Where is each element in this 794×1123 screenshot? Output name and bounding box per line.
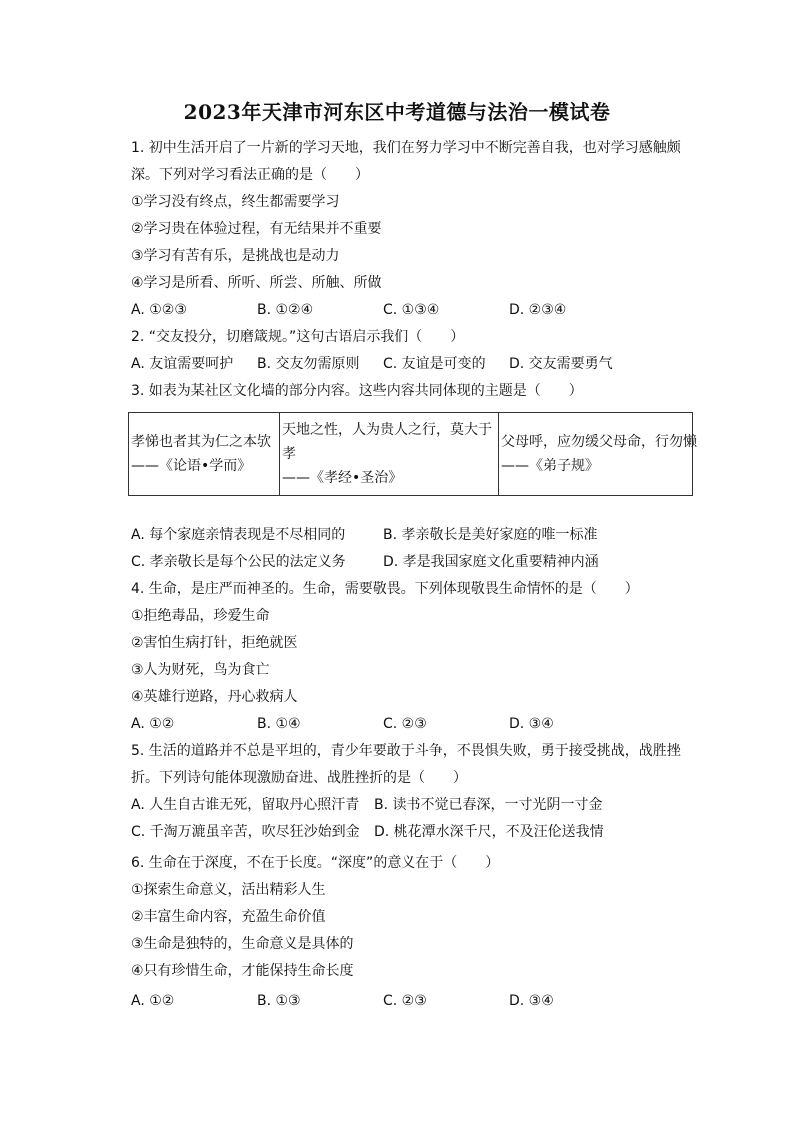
q6-statement-3: ③生命是独特的，生命意义是具体的 — [131, 936, 354, 952]
quote-source: ——《孝经•圣治》 — [282, 470, 403, 486]
page-title: 2023年天津市河东区中考道德与法治一模试卷 — [183, 100, 611, 124]
quote-text-continued: 孝 — [282, 446, 296, 462]
q2-option-c[interactable]: C. 友谊是可变的 — [383, 356, 486, 372]
q4-option-c[interactable]: C. ②③ — [383, 716, 427, 732]
table-cell-dizigui — [499, 413, 697, 496]
q4-statement-4: ④英雄行逆路，丹心救病人 — [131, 689, 298, 705]
q4-option-b[interactable]: B. ①④ — [257, 716, 301, 732]
q4-stem: 4. 生命，是庄严而神圣的。生命，需要敬畏。下列体现敬畏生命情怀的是（ ） — [131, 581, 639, 597]
q2-option-a[interactable]: A. 友谊需要呵护 — [131, 356, 234, 372]
table-row — [129, 413, 693, 496]
q2-stem: 2. “交友投分，切磨箴规。”这句古语启示我们（ ） — [131, 329, 465, 345]
q4-option-a[interactable]: A. ①② — [131, 716, 175, 732]
q1-statement-1: ①学习没有终点，终生都需要学习 — [131, 194, 340, 210]
q5-stem-line2: 折。下列诗句能体现激励奋进、战胜挫折的是（ ） — [131, 770, 467, 786]
quote-source: ——《弟子规》 — [501, 458, 599, 474]
q1-statement-2: ②学习贵在体验过程，有无结果并不重要 — [131, 221, 382, 237]
q6-option-a[interactable]: A. ①② — [131, 993, 175, 1009]
q6-statement-1: ①探索生命意义，活出精彩人生 — [131, 882, 326, 898]
q1-statement-4: ④学习是所看、所听、所尝、所触、所做 — [131, 275, 382, 291]
table-cell-xiaojing — [280, 413, 499, 496]
q2-option-b[interactable]: B. 交友勿需原则 — [257, 356, 360, 372]
q1-option-a[interactable]: A. ①②③ — [131, 302, 187, 318]
q6-statement-2: ②丰富生命内容，充盈生命价值 — [131, 909, 326, 925]
quote-source: ——《论语•学而》 — [131, 458, 252, 474]
q4-statement-3: ③人为财死，鸟为食亡 — [131, 662, 270, 678]
q5-option-b[interactable]: B. 读书不觉已春深，一寸光阴一寸金 — [374, 797, 603, 813]
q3-stem: 3. 如表为某社区文化墙的部分内容。这些内容共同体现的主题是（ ） — [131, 383, 583, 399]
q1-stem-line2: 深。下列对学习看法正确的是（ ） — [131, 167, 369, 183]
q5-option-a[interactable]: A. 人生自古谁无死，留取丹心照汗青 — [131, 797, 360, 813]
q5-option-d[interactable]: D. 桃花潭水深千尺，不及汪伦送我情 — [374, 824, 604, 840]
q3-option-a[interactable]: A. 每个家庭亲情表现是不尽相同的 — [131, 527, 346, 543]
q4-statement-1: ①拒绝毒品，珍爱生命 — [131, 608, 270, 624]
q6-option-d[interactable]: D. ③④ — [509, 993, 554, 1009]
q1-option-c[interactable]: C. ①③④ — [383, 302, 440, 318]
q4-option-d[interactable]: D. ③④ — [509, 716, 554, 732]
quote-text: 父母呼，应勿缓父母命，行勿懒 — [501, 434, 697, 450]
q1-statement-3: ③学习有苦有乐，是挑战也是动力 — [131, 248, 340, 264]
q6-option-c[interactable]: C. ②③ — [383, 993, 427, 1009]
q5-option-c[interactable]: C. 千淘万漉虽辛苦，吹尽狂沙始到金 — [131, 824, 360, 840]
q1-option-d[interactable]: D. ②③④ — [509, 302, 567, 318]
quote-text: 天地之性，人为贵人之行，莫大于 — [282, 422, 492, 438]
q1-stem-line1: 1. 初中生活开启了一片新的学习天地，我们在努力学习中不断完善自我，也对学习感触颇 — [131, 140, 681, 156]
q5-stem-line1: 5. 生活的道路并不总是平坦的，青少年要敢于斗争，不畏惧失败，勇于接受挑战，战胜挫 — [131, 743, 681, 759]
q1-option-b[interactable]: B. ①②④ — [257, 302, 314, 318]
q6-stem: 6. 生命在于深度，不在于长度。“深度”的意义在于（ ） — [131, 855, 500, 871]
q6-option-b[interactable]: B. ①③ — [257, 993, 301, 1009]
q6-statement-4: ④只有珍惜生命，才能保持生命长度 — [131, 963, 354, 979]
q4-statement-2: ②害怕生病打针，拒绝就医 — [131, 635, 298, 651]
q3-option-c[interactable]: C. 孝亲敬长是每个公民的法定义务 — [131, 554, 346, 570]
culture-wall-table — [128, 412, 697, 496]
quote-text: 孝悌也者其为仁之本欤 — [131, 434, 271, 450]
q2-option-d[interactable]: D. 交友需要勇气 — [509, 356, 613, 372]
table-cell-analects — [129, 413, 280, 496]
q3-option-b[interactable]: B. 孝亲敬长是美好家庭的唯一标准 — [383, 527, 598, 543]
q3-option-d[interactable]: D. 孝是我国家庭文化重要精神内涵 — [383, 554, 599, 570]
